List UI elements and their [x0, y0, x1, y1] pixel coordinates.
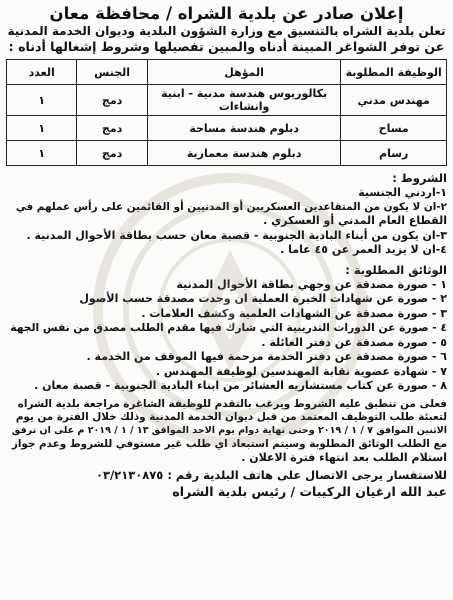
instructions-line: استلام الطلب بعد انتهاء فترة الاعلان . — [241, 451, 447, 465]
condition-item: ٤-ان لا يزيد العمر عن ٤٥ عاما . — [280, 243, 447, 257]
table-row — [7, 116, 447, 141]
column-header-qualification: المؤهل — [147, 60, 341, 85]
count-cell: ١ — [7, 141, 77, 166]
application-instructions — [6, 398, 447, 466]
condition-item: ١-اردني الجنسية — [358, 186, 447, 200]
announcement-intro-line: عن توفر الشواغر المبينة أدناه والمبين تفصيلها وشروط إشغالها أدناه : — [8, 38, 445, 54]
count-cell: ١ — [7, 85, 77, 116]
conditions-list — [6, 186, 447, 258]
condition-item: ٣-ان يكون من أبناء البادية الجنوبية - قصبة معان حسب بطاقة الأحوال المدنية . — [26, 228, 447, 242]
document-item: ١ - صورة مصدقة عن وجهي بطاقة الأحوال المدنية — [176, 277, 447, 291]
document-item: ٨ - صورة عن كتاب مستشاريه العشائر من ابناء البادية الجنوبية - قصبة معان . — [34, 379, 447, 393]
job-title-cell: مساح — [341, 116, 447, 141]
column-header-job-title: الوظيفة المطلوبة — [341, 60, 447, 85]
vacancies-table — [6, 59, 447, 166]
instructions-line: مع الطلب الوثائق المطلوبة وسيتم استبعاد اي طلب غير مستوفي للشروط وعدم جواز — [11, 437, 447, 450]
qualification-cell: دبلوم هندسة معمارية — [147, 141, 341, 166]
table-header-row — [7, 60, 447, 85]
instructions-line: الاثنين الموافق ٧ / ١ / ٢٠١٩ وحتى نهاية دوام يوم الاحد الموافق ١٣ / ١ / ٢٠١٩ م على ان ترفق — [11, 425, 447, 437]
gender-cell: دمج — [77, 85, 147, 116]
qualification-cell: بكالوريوس هندسة مدنية - ابنية وانشاءات — [147, 85, 341, 116]
document-item: ٢ - صورة عن شهادات الخبرة العملية ان وجدت مصدقة حسب الأصول — [79, 292, 447, 306]
required-documents-heading: الوثائق المطلوبة : — [345, 262, 447, 277]
instructions-line: فعلى من تنطبق عليه الشروط ويرغب بالتقدم للوظيفة الشاغرة مراجعة بلدية الشراه — [17, 397, 447, 410]
announcement-title: إعلان صادر عن بلدية الشراه / محافظة معان — [49, 4, 404, 23]
gender-cell: دمج — [77, 141, 147, 166]
table-row — [7, 141, 447, 166]
column-header-gender: الجنس — [77, 60, 147, 85]
required-documents-list — [6, 278, 447, 394]
document-item: ٦ - صورة مصدقة عن دفتر الخدمة مرحمة فيها الموقف من الخدمة . — [86, 350, 447, 364]
announcement-intro-line: تعلن بلدية الشراه بالتنسيق مع وزارة الشؤون البلدية وديوان الخدمة المدنية — [7, 24, 446, 39]
table-row — [7, 85, 447, 116]
job-title-cell: رسام — [341, 141, 447, 166]
instructions-line: لتعبئة طلب التوظيف المعتمد من قبل ديوان الخدمة المدنية وذلك خلال الفترة من يوم — [15, 411, 447, 424]
condition-item: ٢-ان لا يكون من المتقاعدين العسكريين أو المدنيين أو القائمين على رأس عملهم في — [15, 200, 447, 213]
contact-phone-line: للاستفسار يرجى الاتصال على هاتف البلدية رقم : ٠٣/٢١٣٠٨٧٥ — [95, 467, 447, 482]
document-item: ٤ - صورة عن الدورات التدريبية التي شارك فيها مقدم الطلب مصدق من نفس الجهة — [10, 321, 447, 335]
gender-cell: دمج — [77, 116, 147, 141]
column-header-count: العدد — [7, 60, 77, 85]
job-title-cell: مهندس مدني — [341, 85, 447, 116]
qualification-cell: دبلوم هندسة مساحة — [147, 116, 341, 141]
document-item: ٧ - شهادة عضوية نقابة المهندسين لوظيفة المهندس . — [155, 364, 447, 378]
count-cell: ١ — [7, 116, 77, 141]
document-item: ٣ - صورة مصدقة عن الشهادات العلمية وكشف العلامات . — [141, 306, 447, 320]
condition-item: القطاع العام المدني أو العسكري . — [263, 214, 447, 228]
document-item: ٥ - صورة مصدقة عن دفتر العائلة . — [261, 335, 447, 349]
mayor-signature-line: عبد الله ارغيان الركيبات / رئيس بلدية الشراه — [172, 483, 447, 499]
conditions-heading: الشروط : — [392, 171, 447, 186]
